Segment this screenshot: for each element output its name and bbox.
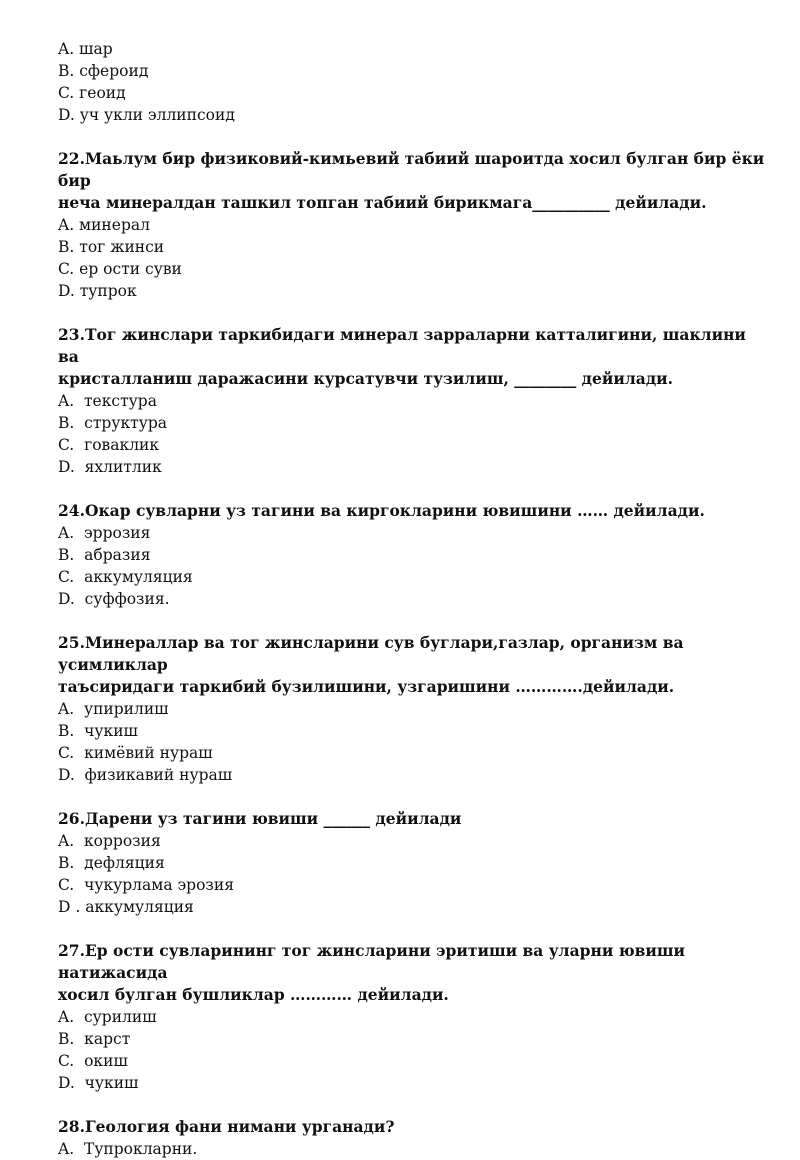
question-text: 26.Дарени уз тагини ювиши ______ дейилади [58,809,462,828]
question-text: кристалланиш даражасини курсатувчи тузилиш, ________ дейилади. [58,369,674,388]
answer-option: C. ер ости суви [58,260,182,278]
question-block [58,1116,770,1160]
answer-option: C. аккумуляция [58,568,193,586]
answer-option: A. сурилиш [58,1008,157,1026]
spacer [58,918,770,940]
spacer [58,1094,770,1116]
answer-option: B. дефляция [58,854,165,872]
answer-option: D. физикавий нураш [58,766,233,784]
answer-option: D . аккумуляция [58,898,194,916]
question-text: таъсиридаги таркибий бузилишини, узгаришини ………….дейилади. [58,677,675,696]
question-block [58,500,770,610]
question-text: 25.Минераллар ва тог жинсларини сув буглари,газлар, организм ва усимликлар [58,633,684,674]
question-text: 27.Ер ости сувларининг тог жинсларини эритиши ва уларни ювиши натижасида [58,941,686,982]
answer-option: D. яхлитлик [58,458,162,476]
answer-option: B. абразия [58,546,151,564]
answer-option: A. коррозия [58,832,161,850]
answer-option: D. тупрок [58,282,137,300]
question-text: 23.Тог жинслари таркибидаги минерал зарраларни катталигини, шаклини ва [58,325,746,366]
question-block [58,808,770,918]
answer-option: B. структура [58,414,168,432]
answer-option: A. Тупрокларни. [58,1140,198,1158]
question-text: неча минералдан ташкил топган табиий бирикмага__________ дейилади. [58,193,707,212]
answer-option: B. карст [58,1030,131,1048]
lead-options-block [58,38,770,126]
question-text: хосил булган бушликлар ………… дейилади. [58,985,449,1004]
answer-option: C. говаклик [58,436,160,454]
answer-option: D. уч укли эллипсоид [58,106,235,124]
question-block [58,632,770,786]
spacer [58,478,770,500]
document-page [58,38,770,1160]
answer-option: B. чукиш [58,722,138,740]
answer-option: C. кимёвий нураш [58,744,213,762]
answer-option: A. упирилиш [58,700,169,718]
answer-option: D. суффозия. [58,590,170,608]
question-block [58,148,770,302]
answer-option: B. тог жинси [58,238,165,256]
answer-option: A. минерал [58,216,150,234]
question-text: 22.Маьлум бир физиковий-кимьевий табиий шароитда хосил булган бир ёки бир [58,149,765,190]
question-block [58,940,770,1094]
answer-option: A. шар [58,40,113,58]
spacer [58,786,770,808]
answer-option: A. эррозия [58,524,151,542]
answer-option: C. окиш [58,1052,128,1070]
answer-option: C. чукурлама эрозия [58,876,234,894]
answer-option: D. чукиш [58,1074,139,1092]
spacer [58,126,770,148]
answer-option: B. сфероид [58,62,149,80]
answer-option: C. геоид [58,84,126,102]
question-block [58,324,770,478]
answer-option: A. текстура [58,392,157,410]
question-text: 28.Геология фани нимани урганади? [58,1117,395,1136]
question-text: 24.Окар сувларни уз тагини ва киргокларини ювишини …… дейилади. [58,501,705,520]
spacer [58,302,770,324]
spacer [58,610,770,632]
